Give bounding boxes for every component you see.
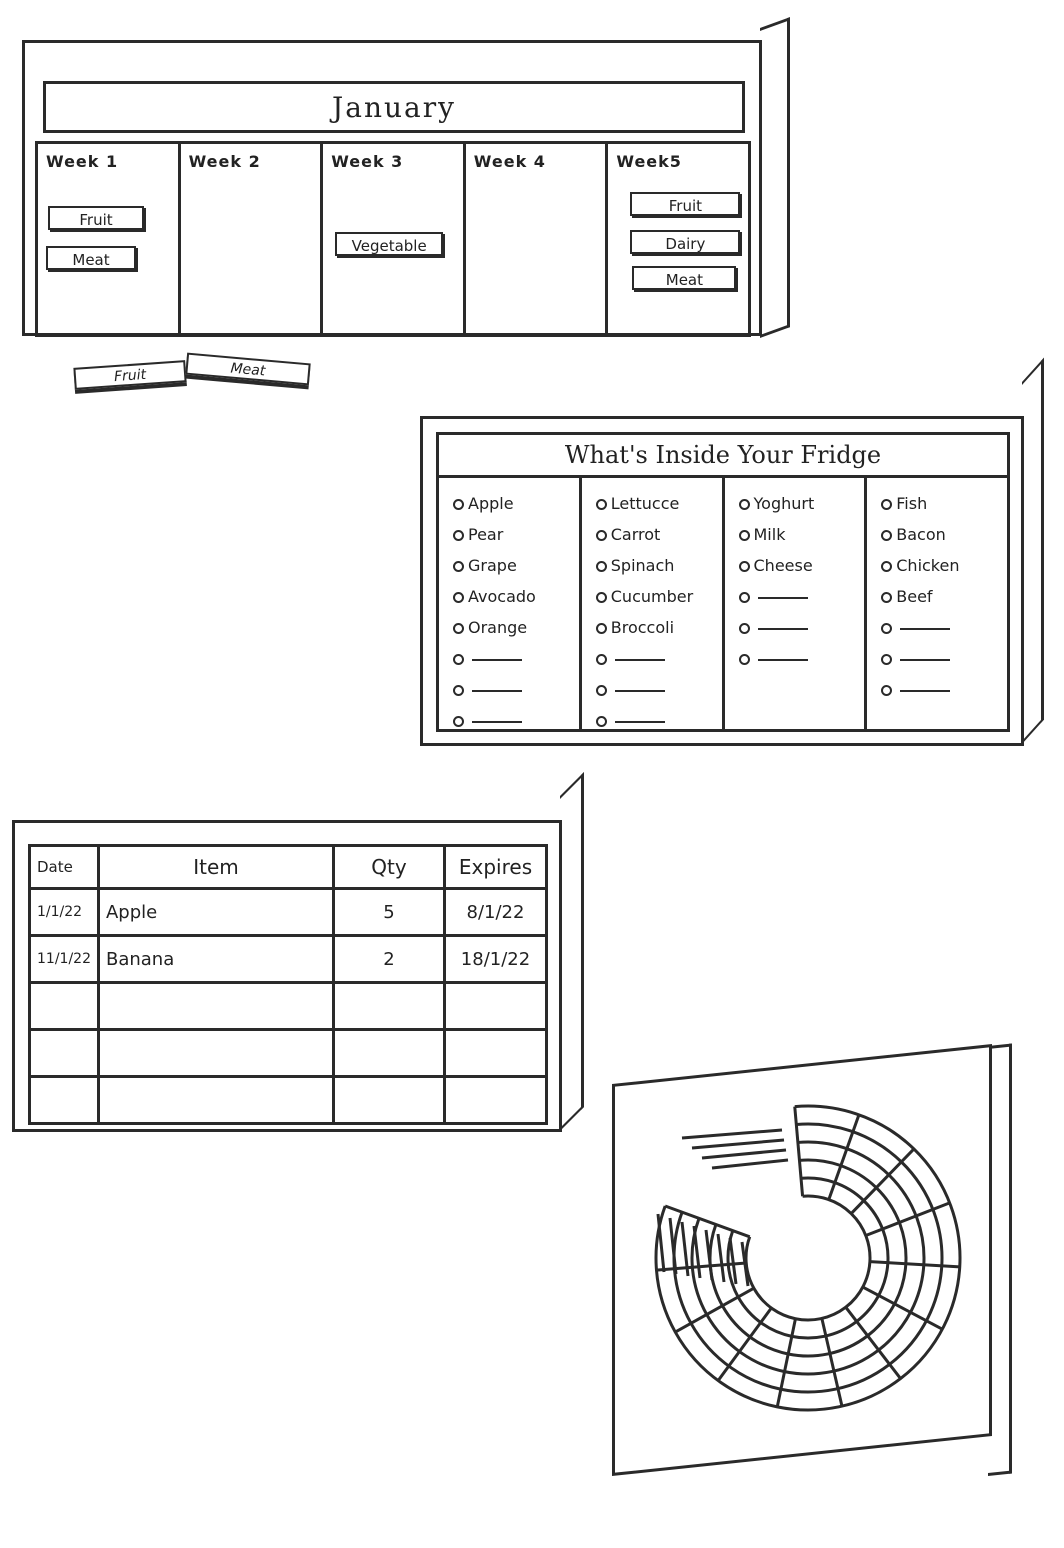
inventory-board-side xyxy=(560,772,584,1131)
checkbox-circle-icon[interactable] xyxy=(596,685,607,696)
blank-entry-line[interactable] xyxy=(472,721,522,723)
checkbox-circle-icon[interactable] xyxy=(453,499,464,510)
fridge-checklist-item[interactable] xyxy=(881,581,999,612)
fridge-inventory-board xyxy=(420,380,1040,775)
week-label: Week5 xyxy=(616,152,682,171)
checkbox-circle-icon[interactable] xyxy=(881,592,892,603)
fridge-column xyxy=(725,478,868,732)
radial-wheel-graphic xyxy=(612,1046,1016,1480)
checkbox-circle-icon[interactable] xyxy=(881,530,892,541)
blank-entry-line[interactable] xyxy=(758,597,808,599)
planner-month-title: January xyxy=(43,81,745,133)
fridge-column xyxy=(867,478,1007,732)
fridge-checklist-item[interactable] xyxy=(596,612,714,643)
wheel-chart-board xyxy=(612,1046,1016,1480)
fridge-checklist-item[interactable] xyxy=(453,519,571,550)
checkbox-circle-icon[interactable] xyxy=(739,592,750,603)
fridge-checklist-item[interactable] xyxy=(881,488,999,519)
category-tag[interactable]: Fruit xyxy=(48,206,144,230)
week-column-1 xyxy=(38,144,181,334)
category-tag[interactable]: Meat xyxy=(632,266,736,290)
table-row xyxy=(30,936,547,983)
monthly-planner-board xyxy=(22,28,774,340)
table-row xyxy=(30,1077,547,1124)
motion-line xyxy=(682,1130,782,1138)
week-column-2 xyxy=(181,144,324,334)
fridge-item-label: Milk xyxy=(753,525,786,544)
fridge-checklist-item[interactable] xyxy=(596,705,714,736)
fridge-checklist-item[interactable] xyxy=(881,643,999,674)
blank-entry-line[interactable] xyxy=(900,659,950,661)
motion-line xyxy=(712,1160,788,1168)
checkbox-circle-icon[interactable] xyxy=(453,654,464,665)
week-label: Week 2 xyxy=(188,152,261,171)
blank-entry-line[interactable] xyxy=(472,659,522,661)
fridge-item-label: Lettucce xyxy=(610,494,680,513)
fridge-checklist-item[interactable] xyxy=(881,674,999,705)
motion-line xyxy=(692,1140,784,1148)
fridge-item-label: Avocado xyxy=(468,587,536,606)
fridge-item-label: Apple xyxy=(468,494,514,513)
week-column-5 xyxy=(608,144,748,334)
wheel-spoke xyxy=(870,1262,960,1267)
fridge-checklist-item[interactable] xyxy=(739,643,857,674)
blank-entry-line[interactable] xyxy=(615,721,665,723)
blank-entry-line[interactable] xyxy=(900,690,950,692)
planner-board-side xyxy=(760,17,790,338)
checkbox-circle-icon[interactable] xyxy=(881,561,892,572)
blank-entry-line[interactable] xyxy=(758,628,808,630)
fridge-checklist-item[interactable] xyxy=(739,581,857,612)
wheel-ring xyxy=(656,1106,960,1410)
date-cell[interactable] xyxy=(30,983,99,1030)
motion-line xyxy=(694,1226,700,1278)
item-cell[interactable] xyxy=(98,983,333,1030)
header-date: Date xyxy=(30,846,99,889)
fridge-board-panel xyxy=(436,432,1010,732)
checkbox-circle-icon[interactable] xyxy=(881,685,892,696)
week-label: Week 1 xyxy=(46,152,119,171)
expires-cell[interactable] xyxy=(444,1030,546,1077)
checkbox-circle-icon[interactable] xyxy=(596,530,607,541)
table-header-row xyxy=(30,846,547,889)
qty-cell[interactable]: 5 xyxy=(333,889,444,936)
fridge-board-title: What's Inside Your Fridge xyxy=(439,435,1007,478)
fridge-checklist-item[interactable] xyxy=(453,705,571,736)
date-cell[interactable]: 1/1/22 xyxy=(30,889,99,936)
checkbox-circle-icon[interactable] xyxy=(596,592,607,603)
fridge-checklist-item[interactable] xyxy=(453,643,571,674)
fridge-checklist-item[interactable] xyxy=(881,519,999,550)
header-qty: Qty xyxy=(333,846,444,889)
loose-fruit-tag[interactable]: Fruit xyxy=(73,360,186,390)
fridge-checklist-item[interactable] xyxy=(453,674,571,705)
header-item: Item xyxy=(98,846,333,889)
fridge-checklist-item[interactable] xyxy=(596,550,714,581)
fridge-checklist-item[interactable] xyxy=(739,488,857,519)
fridge-checklist-item[interactable] xyxy=(596,674,714,705)
fridge-checklist-item[interactable] xyxy=(596,488,714,519)
blank-entry-line[interactable] xyxy=(472,690,522,692)
fridge-item-label: Bacon xyxy=(896,525,946,544)
date-cell[interactable] xyxy=(30,1077,99,1124)
fridge-item-label: Orange xyxy=(468,618,528,637)
fridge-item-label: Chicken xyxy=(896,556,960,575)
fridge-item-label: Grape xyxy=(468,556,517,575)
fridge-checklist-item[interactable] xyxy=(596,643,714,674)
table-row xyxy=(30,983,547,1030)
checkbox-circle-icon[interactable] xyxy=(453,530,464,541)
planner-board-frame xyxy=(22,40,762,336)
table-row xyxy=(30,1030,547,1077)
fridge-item-label: Cucumber xyxy=(610,587,694,606)
checkbox-circle-icon[interactable] xyxy=(881,623,892,634)
fridge-item-label: Carrot xyxy=(610,525,661,544)
fridge-checklist-item[interactable] xyxy=(739,550,857,581)
blank-entry-line[interactable] xyxy=(900,628,950,630)
checkbox-circle-icon[interactable] xyxy=(453,716,464,727)
fridge-checklist-item[interactable] xyxy=(453,612,571,643)
expires-cell[interactable] xyxy=(444,983,546,1030)
checkbox-circle-icon[interactable] xyxy=(739,499,750,510)
blank-entry-line[interactable] xyxy=(615,659,665,661)
checkbox-circle-icon[interactable] xyxy=(453,561,464,572)
item-cell[interactable] xyxy=(98,1077,333,1124)
checkbox-circle-icon[interactable] xyxy=(739,654,750,665)
qty-cell[interactable] xyxy=(333,1030,444,1077)
fridge-checklist-item[interactable] xyxy=(739,519,857,550)
qty-cell[interactable] xyxy=(333,983,444,1030)
category-tag[interactable]: Vegetable xyxy=(335,232,443,256)
wheel-spoke xyxy=(851,1149,914,1214)
checkbox-circle-icon[interactable] xyxy=(453,592,464,603)
week-column-3 xyxy=(323,144,466,334)
motion-line xyxy=(718,1234,724,1282)
table-row xyxy=(30,889,547,936)
fridge-item-label: Beef xyxy=(896,587,933,606)
wheel-ring xyxy=(674,1124,942,1392)
loose-meat-tag[interactable]: Meat xyxy=(185,353,310,386)
fridge-checklist-item[interactable] xyxy=(881,612,999,643)
fridge-checklist-item[interactable] xyxy=(453,488,571,519)
header-expires: Expires xyxy=(444,846,546,889)
checkbox-circle-icon[interactable] xyxy=(453,685,464,696)
fridge-checklist-item[interactable] xyxy=(739,612,857,643)
item-cell[interactable]: Banana xyxy=(98,936,333,983)
checkbox-circle-icon[interactable] xyxy=(739,623,750,634)
checkbox-circle-icon[interactable] xyxy=(596,499,607,510)
fridge-item-label: Pear xyxy=(468,525,504,544)
wheel-ring xyxy=(746,1196,870,1320)
fridge-item-label: Broccoli xyxy=(610,618,675,637)
fridge-checklist-item[interactable] xyxy=(596,519,714,550)
qty-cell[interactable]: 2 xyxy=(333,936,444,983)
checkbox-circle-icon[interactable] xyxy=(739,561,750,572)
fridge-item-label: Fish xyxy=(896,494,928,513)
fridge-item-label: Yoghurt xyxy=(753,494,815,513)
checkbox-circle-icon[interactable] xyxy=(596,716,607,727)
checkbox-circle-icon[interactable] xyxy=(739,530,750,541)
fridge-checklist-item[interactable] xyxy=(453,581,571,612)
wheel-spoke xyxy=(795,1107,803,1197)
fridge-column xyxy=(582,478,725,732)
expires-cell[interactable] xyxy=(444,1077,546,1124)
fridge-board-side xyxy=(1022,358,1044,744)
category-tag[interactable]: Dairy xyxy=(630,230,740,254)
week-label: Week 4 xyxy=(473,152,546,171)
expires-cell[interactable]: 8/1/22 xyxy=(444,889,546,936)
inventory-table xyxy=(28,844,548,1125)
checkbox-circle-icon[interactable] xyxy=(881,654,892,665)
category-tag[interactable]: Fruit xyxy=(630,192,740,216)
checkbox-circle-icon[interactable] xyxy=(881,499,892,510)
planner-weeks xyxy=(35,141,751,337)
inventory-table-body xyxy=(30,889,547,1124)
blank-entry-line[interactable] xyxy=(758,659,808,661)
item-cell[interactable]: Apple xyxy=(98,889,333,936)
fridge-checklist-item[interactable] xyxy=(881,550,999,581)
motion-line xyxy=(702,1150,786,1158)
fridge-item-label: Spinach xyxy=(610,556,675,575)
item-cell[interactable] xyxy=(98,1030,333,1077)
fridge-column xyxy=(439,478,582,732)
expires-cell[interactable]: 18/1/22 xyxy=(444,936,546,983)
fridge-checklist-item[interactable] xyxy=(453,550,571,581)
checkbox-circle-icon[interactable] xyxy=(596,561,607,572)
qty-cell[interactable] xyxy=(333,1077,444,1124)
inventory-log-board xyxy=(12,796,584,1158)
checkbox-circle-icon[interactable] xyxy=(596,654,607,665)
blank-entry-line[interactable] xyxy=(615,690,665,692)
checkbox-circle-icon[interactable] xyxy=(596,623,607,634)
date-cell[interactable] xyxy=(30,1030,99,1077)
week-column-4 xyxy=(466,144,609,334)
checkbox-circle-icon[interactable] xyxy=(453,623,464,634)
date-cell[interactable]: 11/1/22 xyxy=(30,936,99,983)
fridge-checklist-item[interactable] xyxy=(596,581,714,612)
category-tag[interactable]: Meat xyxy=(46,246,136,270)
fridge-columns xyxy=(439,478,1007,732)
fridge-item-label: Cheese xyxy=(753,556,813,575)
week-label: Week 3 xyxy=(331,152,404,171)
